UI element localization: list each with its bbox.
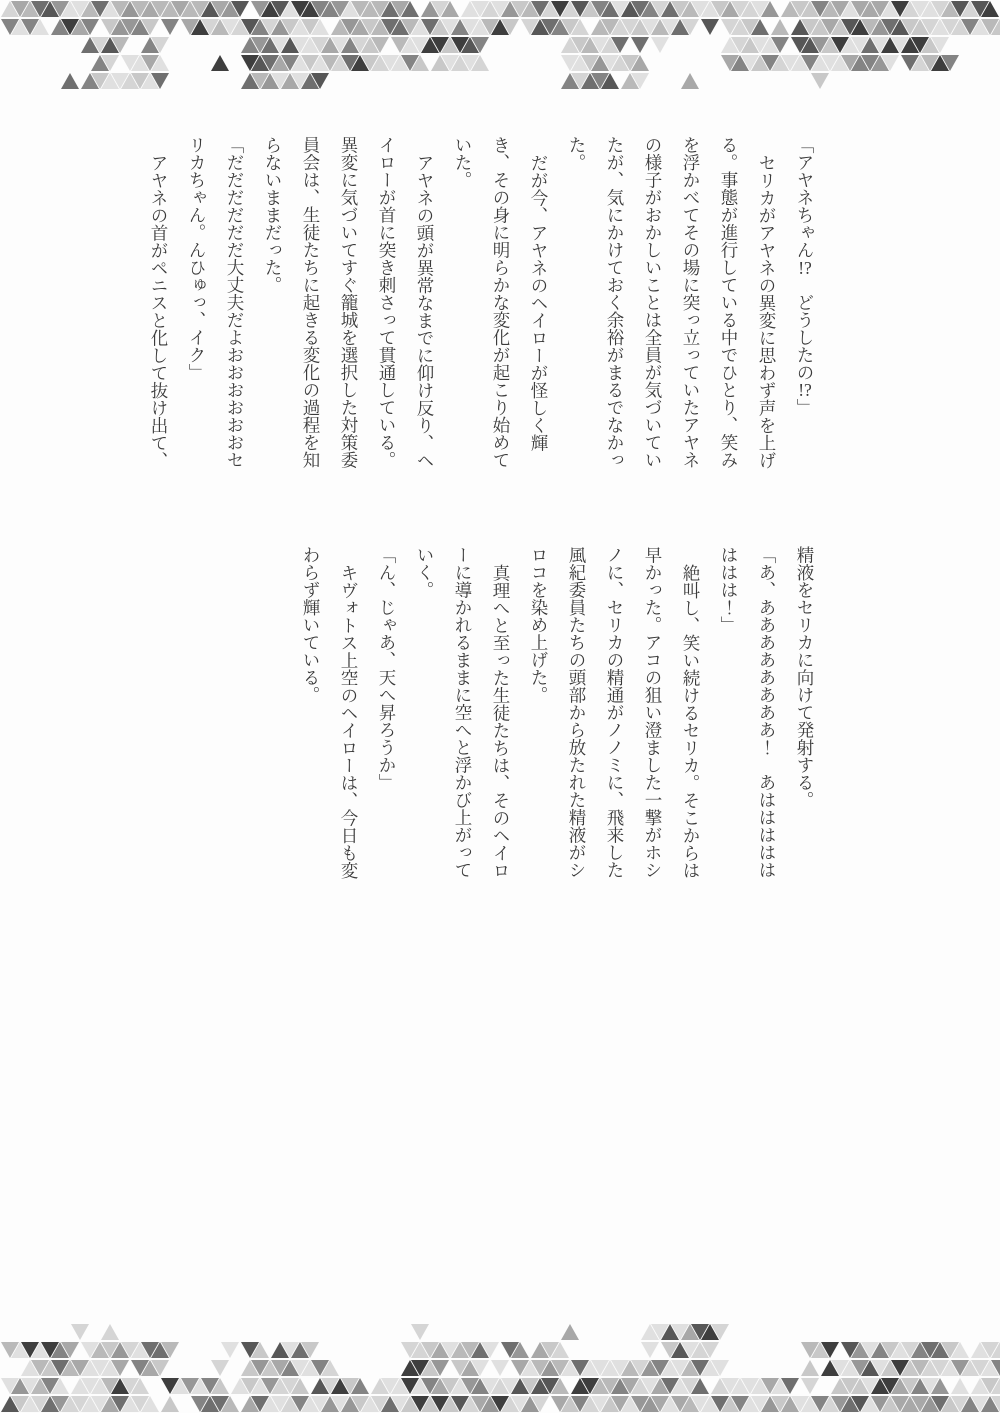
mosaic-triangle <box>951 1378 969 1394</box>
mosaic-triangle <box>211 55 229 71</box>
mosaic-triangle <box>411 1324 429 1340</box>
mosaic-triangle <box>701 19 719 35</box>
paragraph: セリカがアヤネの異変に思わず声を上げる。事態が進行している中でひとり、笑みを浮かべてその場に突っ立っていたアヤネの様子がおかしいことは全員が気づいていたが、気にかけておく余裕がまるでなかった。 <box>567 136 777 469</box>
mosaic-triangle <box>801 1360 819 1376</box>
tatechuyoko-exclamation: !? <box>798 258 812 276</box>
text-block-upper <box>140 136 824 470</box>
paragraph: 「アヤネちゃん!? どうしたの!?」 <box>795 136 815 416</box>
mosaic-triangle <box>801 1378 819 1394</box>
paragraph: アヤネの首がペニスと化して抜け出て、 <box>149 153 169 469</box>
mosaic-triangle <box>161 19 179 35</box>
paragraph: 精液をセリカに向けて発射する。 <box>795 546 815 809</box>
mosaic-triangle <box>221 1342 239 1358</box>
paragraph: キヴォトス上空のヘイローは、今日も変わらず輝いている。 <box>301 546 359 879</box>
paragraph: 「ん、じゃあ、天へ昇ろうか」 <box>377 546 397 791</box>
mosaic-triangle <box>811 73 829 89</box>
mosaic-triangle <box>641 1342 659 1358</box>
bottom-triangle-mosaic-border <box>0 1323 1000 1413</box>
mosaic-triangle <box>491 1360 509 1376</box>
mosaic-triangle <box>161 1396 179 1412</box>
mosaic-triangle <box>651 37 669 53</box>
mosaic-triangle <box>211 1360 229 1376</box>
paragraph: 絶叫し、笑い続けるセリカ。そこからは早かった。アコの狙い澄ました一撃がホシノに、セリカの精通がノノミに、飛来した風紀委員たちの頭部から放たれた精液がシロコを染め上げた。 <box>529 546 701 879</box>
paragraph: だが今、アヤネのヘイローが怪しく輝き、その身に明らかな変化が起こり始めていた。 <box>453 136 549 469</box>
paragraph: アヤネの頭が異常なまでに仰け反り、ヘイローが首に突き刺さって貫通している。異変に気づいてすぐ籠城を選択した対策委員会は、生徒たちに起きる変化の過程を知らないままだった。 <box>263 136 435 469</box>
mosaic-triangle <box>631 37 649 53</box>
paragraph: 「あ、ああああああああ！ あはははははははは！」 <box>719 546 777 879</box>
paragraph: 「だだだだだだ大丈夫だよおおおおおおセリカちゃん。んひゅっ、イク」 <box>187 136 245 469</box>
paragraph: 真理へと至った生徒たちは、そのヘイローに導かれるままに空へと浮かび上がっていく。 <box>415 546 511 879</box>
mosaic-triangle <box>101 1324 119 1340</box>
mosaic-triangle <box>71 1324 89 1340</box>
mosaic-triangle <box>681 73 699 89</box>
text-block-lower <box>292 546 824 880</box>
mosaic-triangle <box>561 1324 579 1340</box>
mosaic-triangle <box>61 73 79 89</box>
tatechuyoko-exclamation: !? <box>798 381 812 399</box>
mosaic-triangle <box>771 19 789 35</box>
top-triangle-mosaic-border <box>0 0 1000 90</box>
